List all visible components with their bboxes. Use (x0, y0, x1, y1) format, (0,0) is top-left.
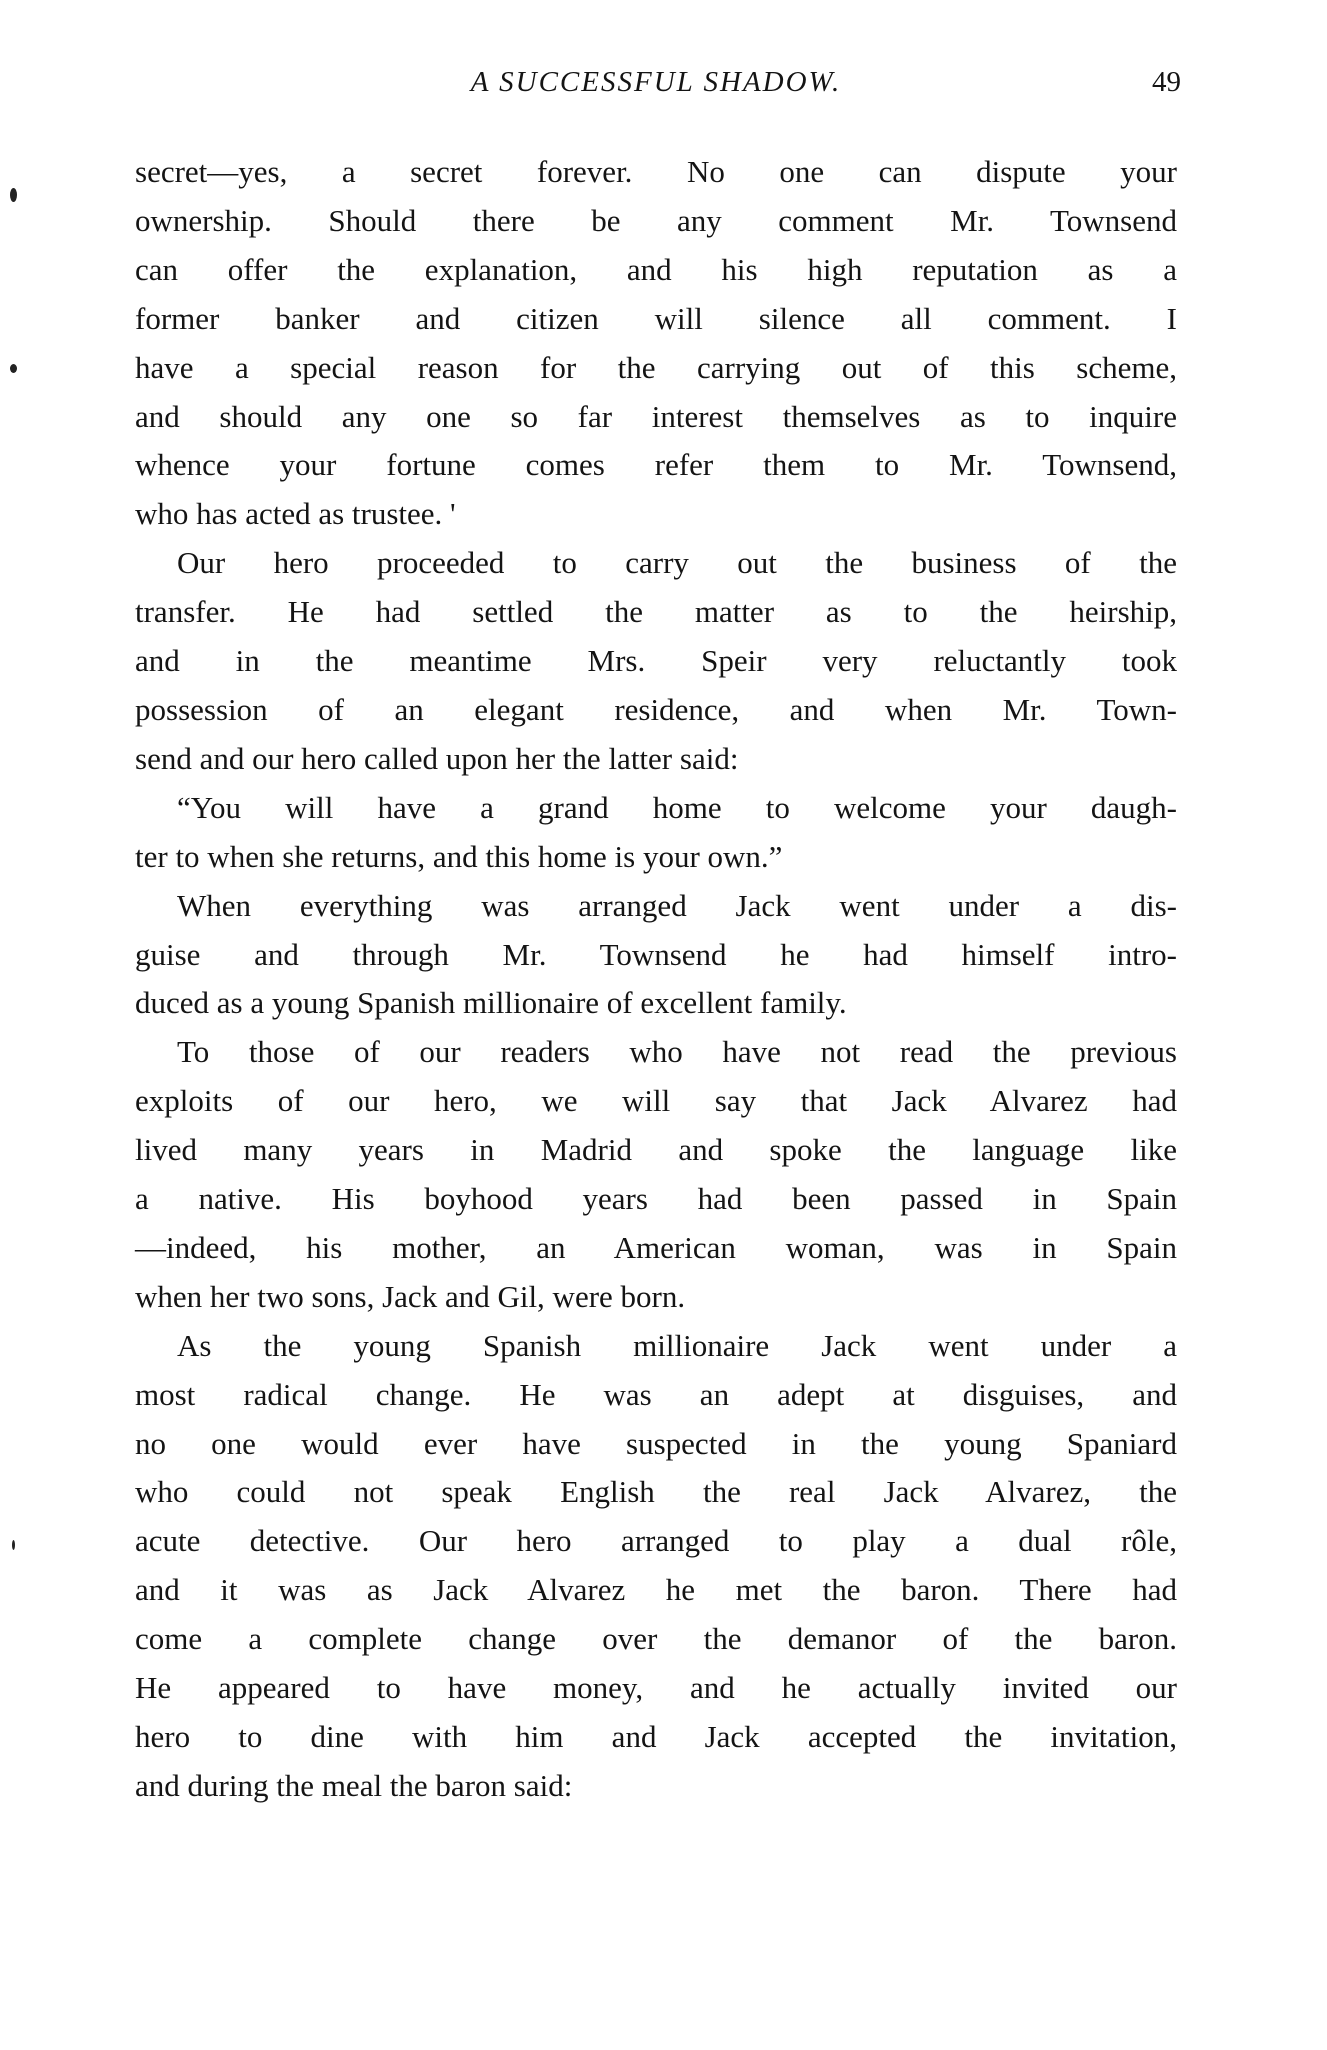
ink-speck (10, 188, 17, 202)
paragraph (135, 882, 1177, 1029)
text-line: ter to when she returns, and this home is your own.” (135, 838, 783, 874)
text-line: and in the meantime Mrs. Speir very reluctantly took (135, 643, 1177, 679)
text-line: come a complete change over the demanor of the baron. (135, 1621, 1177, 1657)
text-line: transfer. He had settled the matter as to the heirship, (135, 594, 1177, 630)
text-line: most radical change. He was an adept at disguises, and (135, 1376, 1177, 1412)
text-line: and should any one so far interest themselves as to inquire (135, 398, 1177, 434)
page-number: 49 (1152, 66, 1181, 98)
text-line: whence your fortune comes refer them to Mr. Townsend, (135, 447, 1177, 483)
text-line: He appeared to have money, and he actually invited our (135, 1670, 1177, 1706)
text-line: guise and through Mr. Townsend he had himself intro- (135, 936, 1177, 972)
text-line: exploits of our hero, we will say that Jack Alvarez had (135, 1083, 1177, 1119)
text-line: when her two sons, Jack and Gil, were born. (135, 1278, 686, 1314)
text-line: ownership. Should there be any comment Mr. Townsend (135, 202, 1177, 238)
text-line: and during the meal the baron said: (135, 1767, 573, 1803)
paragraph (135, 1028, 1177, 1321)
text-line: have a special reason for the carrying out of this scheme, (135, 349, 1177, 385)
ink-speck (12, 1540, 15, 1550)
paragraph (135, 784, 1177, 882)
text-line: lived many years in Madrid and spoke the language like (135, 1132, 1177, 1168)
page-header (135, 66, 1181, 106)
text-line: “You will have a grand home to welcome your daugh- (177, 789, 1177, 825)
text-line: a native. His boyhood years had been passed in Spain (135, 1181, 1177, 1217)
text-line: can offer the explanation, and his high reputation as a (135, 251, 1177, 287)
text-line: no one would ever have suspected in the young Spaniard (135, 1425, 1177, 1461)
text-line: To those of our readers who have not read the previous (177, 1034, 1177, 1070)
text-line: secret—yes, a secret forever. No one can dispute your (135, 154, 1177, 189)
text-line: Our hero proceeded to carry out the business of the (177, 545, 1177, 581)
text-line: hero to dine with him and Jack accepted the invitation, (135, 1719, 1177, 1754)
body-text (135, 148, 1177, 1811)
text-line: who has acted as trustee. ' (135, 496, 456, 532)
text-line: and it was as Jack Alvarez he met the baron. There had (135, 1572, 1177, 1608)
text-line: who could not speak English the real Jack Alvarez, the (135, 1474, 1177, 1510)
text-line: —indeed, his mother, an American woman, was in Spain (135, 1229, 1177, 1265)
text-line: possession of an elegant residence, and when Mr. Town- (135, 691, 1177, 727)
running-title: A SUCCESSFUL SHADOW. (470, 66, 842, 98)
text-line: duced as a young Spanish millionaire of excellent family. (135, 985, 847, 1021)
text-line: former banker and citizen will silence all comment. I (135, 300, 1177, 336)
paragraph (135, 148, 1177, 539)
text-line: As the young Spanish millionaire Jack went under a (177, 1327, 1177, 1363)
text-line: acute detective. Our hero arranged to play a dual rôle, (135, 1523, 1177, 1559)
text-line: When everything was arranged Jack went under a dis- (177, 887, 1177, 923)
paragraph (135, 1322, 1177, 1811)
ink-speck (10, 364, 17, 373)
text-line: send and our hero called upon her the latter said: (135, 740, 739, 776)
paragraph (135, 539, 1177, 784)
